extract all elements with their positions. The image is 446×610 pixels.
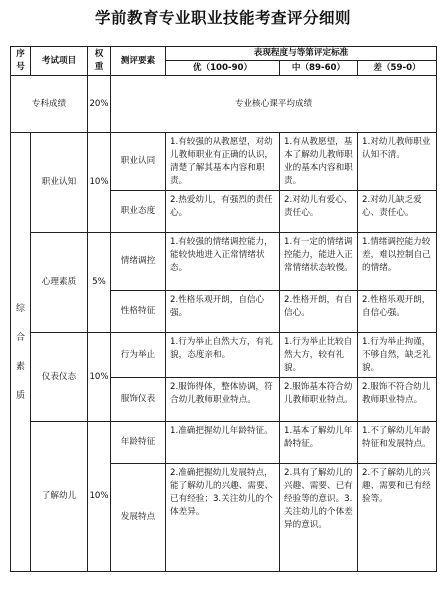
criterion-poor: 1.对幼儿教师职业认知不清。 <box>358 133 437 191</box>
section-label: 综 合 素 质 <box>11 133 31 572</box>
criterion-excellent: 2.准确把握幼儿发展特点，能了解幼儿的兴趣、需要、已有经验；3.关注幼儿的个体差异。 <box>166 464 280 572</box>
element-cell: 职业态度 <box>111 191 166 233</box>
criterion-medium: 1.有一定的情绪调控能力，能进入正常情绪状态较慢。 <box>280 233 358 291</box>
criterion-poor: 2.服饰不符合幼儿教师职业特点。 <box>358 378 437 422</box>
criterion-excellent: 1.有较强的情绪调控能力，能较快地进入正常情绪状态。 <box>166 233 280 291</box>
header-level-poor: 差（59-0） <box>358 61 437 76</box>
score-row <box>11 76 437 133</box>
criterion-excellent: 2.服饰得体，整体协调，符合幼儿教师职业特点。 <box>166 378 280 422</box>
element-cell: 性格特征 <box>111 291 166 333</box>
criterion-poor: 1.情绪调控能力较差，难以控制自己的情绪。 <box>358 233 437 291</box>
criterion-excellent: 1.有较强的从教愿望，对幼儿教师职业有正确的认识，清楚了解其基本内容和职责。 <box>166 133 280 191</box>
element-cell: 职业认同 <box>111 133 166 191</box>
weight-cell: 10% <box>88 333 111 422</box>
criterion-medium: 1.有从教愿望，基本了解幼儿教师职业的基本内容和职责。 <box>280 133 358 191</box>
score-description: 专业核心课平均成绩 <box>111 76 437 133</box>
header-weight: 权 重 <box>88 47 111 76</box>
criterion-poor: 2.不了解幼儿的兴趣、需要和已有经验等。 <box>358 464 437 572</box>
weight-cell: 10% <box>88 422 111 572</box>
criterion-excellent: 2.性格乐观开朗，自信心强。 <box>166 291 280 333</box>
header-element: 测评要素 <box>111 47 166 76</box>
weight-cell: 5% <box>88 233 111 333</box>
criterion-poor: 1.行为举止拘谨，不够自然，缺乏礼貌。 <box>358 333 437 378</box>
criterion-excellent: 2.热爱幼儿，有强烈的责任心。 <box>166 191 280 233</box>
table-row <box>11 133 437 191</box>
project-cell: 职业认知 <box>31 133 88 233</box>
criterion-excellent: 1.准确把握幼儿年龄特征。 <box>166 422 280 464</box>
element-cell: 情绪调控 <box>111 233 166 291</box>
table-row <box>11 333 437 378</box>
table-row <box>11 422 437 464</box>
criterion-poor: 2.性格乐观开朗，自信心强。 <box>358 291 437 333</box>
criterion-medium: 2.服饰基本符合幼儿教师职业特点。 <box>280 378 358 422</box>
header-level-medium: 中（89-60） <box>280 61 358 76</box>
score-weight: 20% <box>88 76 111 133</box>
criterion-medium: 2.对幼儿有爱心、责任心。 <box>280 191 358 233</box>
element-cell: 发展特点 <box>111 464 166 572</box>
page-title: 学前教育专业职业技能考查评分细则 <box>94 9 351 27</box>
project-cell: 心理素质 <box>31 233 88 333</box>
criterion-poor: 1.不了解幼儿年龄特征和发展特点。 <box>358 422 437 464</box>
element-cell: 服饰仪表 <box>111 378 166 422</box>
project-cell: 了解幼儿 <box>31 422 88 572</box>
scoring-table <box>10 46 437 572</box>
criterion-poor: 2.对幼儿缺乏爱心、责任心。 <box>358 191 437 233</box>
weight-cell: 10% <box>88 133 111 233</box>
score-project: 专科成绩 <box>11 76 88 133</box>
criterion-excellent: 1.行为举止自然大方，有礼貌，态度亲和。 <box>166 333 280 378</box>
header-level-excellent: 优（100-90） <box>166 61 280 76</box>
table-row <box>11 233 437 291</box>
criterion-medium: 1.基本了解幼儿年龄特征。 <box>280 422 358 464</box>
header-standard: 表现程度与等第评定标准 <box>166 47 437 61</box>
criterion-medium: 2.性格开朗，有自信心。 <box>280 291 358 333</box>
element-cell: 年龄特征 <box>111 422 166 464</box>
criterion-medium: 2.具有了解幼儿的兴趣、需要、已有经验等的意识。3.关注幼儿的个体差异的意识。 <box>280 464 358 572</box>
element-cell: 行为举止 <box>111 333 166 378</box>
header-project: 考试项目 <box>31 47 88 76</box>
criterion-medium: 1.行为举止比较自然大方，较有礼貌。 <box>280 333 358 378</box>
header-seq: 序 号 <box>11 47 31 76</box>
project-cell: 仪表仪态 <box>31 333 88 422</box>
